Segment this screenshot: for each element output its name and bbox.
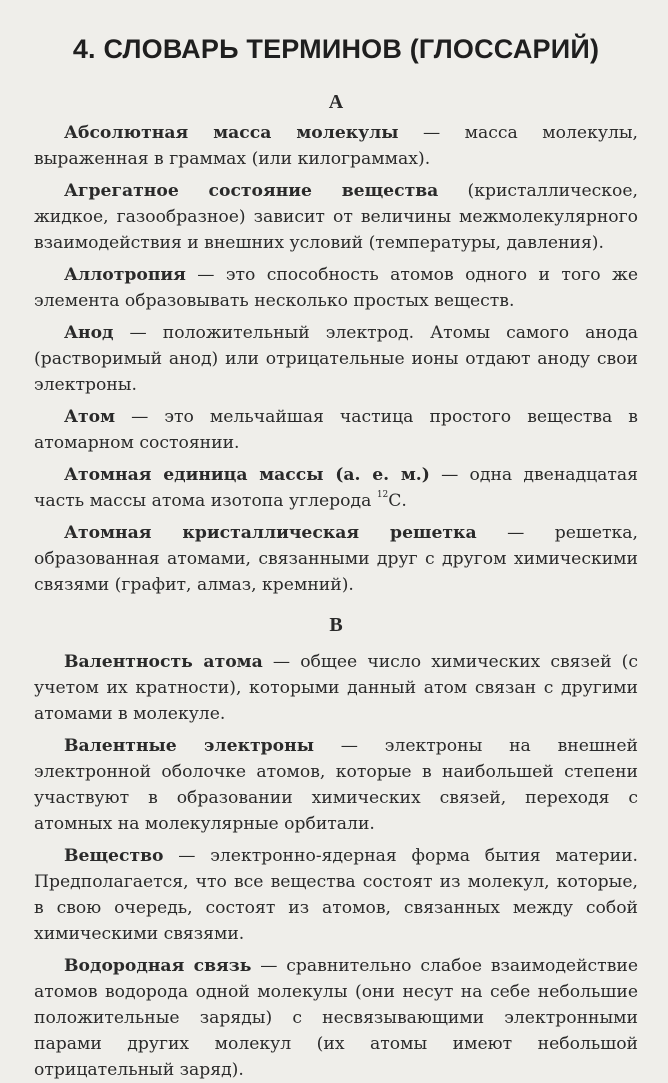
- glossary-entry: [34, 404, 638, 456]
- entry-term: Аллотропия: [64, 265, 186, 285]
- entry-term: Валентность атома: [64, 652, 263, 672]
- glossary-entry: [34, 953, 638, 1083]
- entry-term: Атомная кристаллическая решетка: [64, 523, 477, 543]
- section-a: [34, 91, 638, 598]
- entry-term: Атом: [64, 407, 116, 427]
- glossary-entry: [34, 649, 638, 727]
- entry-term: Вещество: [64, 846, 164, 866]
- section-letter-v: В: [329, 614, 343, 636]
- entry-definition: — масса молекулы, выраженная в граммах (или килограммах).: [34, 123, 639, 169]
- glossary-entry: [34, 262, 638, 314]
- glossary-entry: [34, 520, 638, 598]
- entry-definition: — электронно-ядерная форма бытия материи. Предполагается, что все вещества состоят из молекул, которые, в свою очередь, состоят из атомов, связанных между собой химическими связями.: [34, 846, 638, 944]
- entry-definition: (кристаллическое, жидкое, газообразное) зависит от величины межмолекулярного взаимодействия и внешних условий (температуры, давления).: [34, 181, 638, 253]
- entry-definition: — это способность атомов одного и того же элемента образовывать несколько простых веществ.: [34, 265, 638, 311]
- entry-term: Атомная единица массы (а. е. м.): [64, 465, 430, 485]
- glossary-entry: [34, 462, 638, 514]
- glossary-entry: [34, 120, 638, 172]
- entry-term: Анод: [64, 323, 114, 343]
- entry-definition-tail: С.: [388, 491, 407, 511]
- entry-definition: — одна двенадцатая часть массы атома изотопа углерода: [34, 465, 638, 511]
- entry-definition: — решетка, образованная атомами, связанными друг с другом химическими связями (графит, алмаз, кремний).: [34, 523, 638, 595]
- entry-term: Валентные электроны: [64, 736, 314, 756]
- glossary-entry: [34, 320, 638, 398]
- entry-term: Водородная связь: [64, 956, 252, 976]
- section-letter-a: А: [328, 91, 344, 113]
- entry-definition: — электроны на внешней электронной оболочке атомов, которые в наибольшей степени участвуют в образовании химических связей, переходя с атомных на молекулярные орбитали.: [34, 736, 638, 834]
- entry-definition: — сравнительно слабое взаимодействие атомов водорода одной молекулы (они несут на себе небольшие положительные заряды) с несвязывающими электронными парами других молекул (их атомы имеют небольшой отрицательный заряд).: [34, 956, 638, 1080]
- glossary-entry: [34, 733, 638, 837]
- entry-definition: — это мельчайшая частица простого вещества в атомарном состоянии.: [34, 407, 638, 453]
- entry-term: Агрегатное состояние вещества: [64, 181, 439, 201]
- entry-definition: — общее число химических связей (с учетом их кратности), которыми данный атом связан с другими атомами в молекуле.: [34, 652, 638, 724]
- glossary-entry: [34, 178, 638, 256]
- entry-term: Абсолютная масса молекулы: [64, 123, 399, 143]
- page-title: 4. СЛОВАРЬ ТЕРМИНОВ (ГЛОССАРИЙ): [72, 34, 600, 64]
- glossary-entry: [34, 843, 638, 947]
- isotope-mass-number: 12: [376, 490, 389, 500]
- section-v: [34, 614, 638, 1083]
- entry-definition: — положительный электрод. Атомы самого анода (растворимый анод) или отрицательные ионы отдают аноду свои электроны.: [34, 323, 638, 395]
